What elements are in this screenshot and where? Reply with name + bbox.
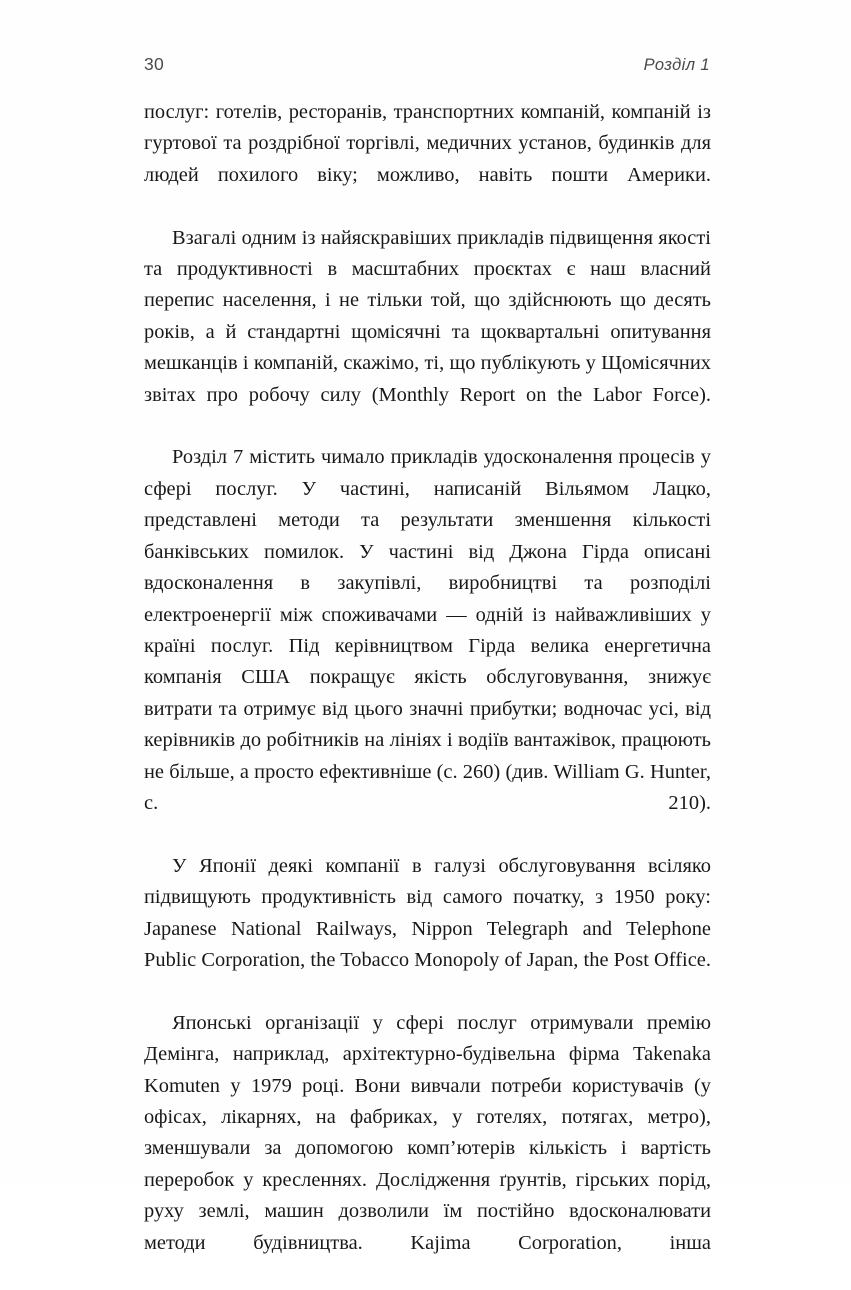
paragraph: послуг: готелів, ресторанів, транспортних компаній, компаній із гуртової та роздрібної торгівлі, медичних установ, будинків для людей похилого віку; можливо, навіть пошти Америки. [144, 101, 711, 186]
paragraph: Розділ 7 містить чимало прикладів удосконалення процесів у сфері послуг. У частині, написаній Вільямом Лацко, представлені методи та результати зменшення кількості банківських помилок. У частині від Джона Гірда описані вдосконалення в закупівлі, виробництві та розподілі електроенергії між споживачами — одній із найважливіших у країні послуг. Під керівництвом Гірда велика енергетична компанія США покращує якість обслуговування, знижує витрати та отримує від цього значні прибутки; водночас усі, від керівників до робітників на лініях і водіїв вантажівок, працюють не більше, а просто ефективніше (с. 260) (див. William G. Hunter, с. 210). [144, 446, 711, 814]
body-text-block [144, 97, 711, 1290]
paragraph: У Японії деякі компанії в галузі обслуговування всіляко підвищують продуктивність від самого початку, з 1950 року: Japanese National Railways, Nippon Telegraph and Telephone Public Corporation, the Tobacco Monopoly of Japan, the Post Office. [144, 854, 711, 971]
paragraph: Японські організації у сфері послуг отримували премію Демінга, наприклад, архітектурно-будівельна фірма Takenaka Komuten у 1979 році. Вони вивчали потреби користувачів (у офісах, лікарнях, на фабриках, у готелях, потягах, метро), зменшували за допомогою комп’ютерів кількість і вартість переробок у кресленнях. Дослідження ґрунтів, гірських порід, руху землі, машин дозволили їм постійно вдосконалювати методи будівництва. Kajima Corporation, інша [144, 1011, 711, 1254]
running-head [144, 56, 710, 80]
chapter-label: Розділ 1 [643, 56, 710, 74]
paragraph: Взагалі одним із найяскравіших прикладів підвищення якості та продуктивності в масштабних проєктах є наш власний перепис населення, і не тільки той, що здійснюють що десять років, а й стандартні щомісячні та щоквартальні опитування мешканців і компаній, скажімо, ті, що публікують у Щомісячних звітах про робочу силу (Monthly Report on the Labor Force). [144, 226, 711, 406]
page-number: 30 [144, 54, 165, 74]
